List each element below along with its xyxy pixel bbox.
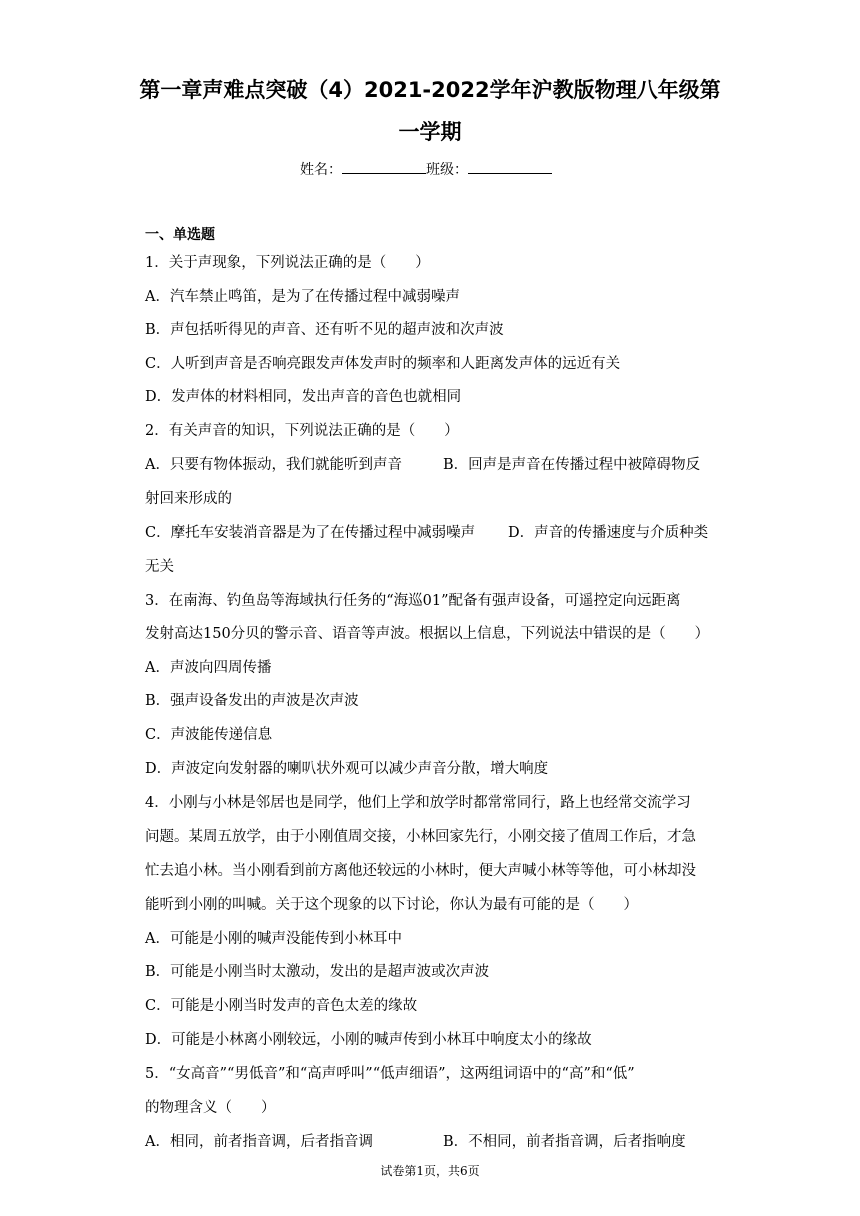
- q4-stem-2: 问题。某周五放学，由于小刚值周交接，小林回家先行，小刚交接了值周工作后，才急: [145, 829, 696, 845]
- q4-stem-1: 4．小刚与小林是邻居也是同学，他们上学和放学时都常常同行，路上也经常交流学习: [145, 795, 691, 811]
- q5-option-b: B．不相同，前者指音调，后者指响度: [443, 1134, 686, 1150]
- q2-option-b-end: 射回来形成的: [145, 491, 232, 507]
- name-class-bar: [300, 160, 600, 178]
- q5-option-a: A．相同，前者指音调，后者指音调: [145, 1134, 373, 1150]
- q2-option-a-row: [145, 456, 725, 474]
- q1-stem: 1．关于声现象，下列说法正确的是（ ）: [145, 255, 430, 271]
- q5-stem-1: 5．“女高音”“男低音”和“高声呼叫”“低声细语”，这两组词语中的“高”和“低”: [145, 1066, 635, 1082]
- q4-stem-4: 能听到小刚的叫喊。关于这个现象的以下讨论，你认为最有可能的是（ ）: [145, 897, 638, 913]
- title-line-2: 一学期: [398, 120, 462, 144]
- page-footer: 试卷第1页，共6页: [380, 1164, 480, 1178]
- q4-option-b: B．可能是小刚当时太激动，发出的是超声波或次声波: [145, 964, 490, 980]
- q3-option-a: A．声波向四周传播: [145, 660, 272, 676]
- q2-option-d-end: 无关: [145, 559, 174, 575]
- title-line-1: 第一章声难点突破（4）2021-2022学年沪教版物理八年级第: [139, 78, 721, 102]
- q3-option-b: B．强声设备发出的声波是次声波: [145, 693, 359, 709]
- q1-option-d: D．发声体的材料相同，发出声音的音色也就相同: [145, 389, 462, 405]
- q2-option-d-start: D．声音的传播速度与介质种类: [508, 525, 709, 541]
- q1-option-a: A．汽车禁止鸣笛，是为了在传播过程中减弱噪声: [145, 289, 460, 305]
- q1-option-b: B．声包括听得见的声音、还有听不见的超声波和次声波: [145, 322, 504, 338]
- q3-option-c: C．声波能传递信息: [145, 727, 273, 743]
- q2-option-c: C．摩托车安装消音器是为了在传播过程中减弱噪声: [145, 525, 476, 541]
- q3-stem-2: 发射高达150分贝的警示音、语音等声波。根据以上信息，下列说法中错误的是（ ）: [145, 626, 710, 642]
- q1-option-c: C．人听到声音是否响亮跟发声体发声时的频率和人距离发声体的远近有关: [145, 356, 621, 372]
- section-heading: 一、单选题: [145, 227, 215, 243]
- q4-option-a: A．可能是小刚的喊声没能传到小林耳中: [145, 931, 402, 947]
- name-label: 姓名：: [300, 162, 342, 178]
- q2-option-b-start: B．回声是声音在传播过程中被障碍物反: [443, 457, 701, 473]
- q2-option-c-row: [145, 524, 725, 542]
- q2-option-a: A．只要有物体振动，我们就能听到声音: [145, 457, 402, 473]
- class-label: 班级：: [426, 162, 468, 178]
- q5-stem-2: 的物理含义（ ）: [145, 1100, 276, 1116]
- q5-option-row: [145, 1133, 725, 1151]
- q4-option-d: D．可能是小林离小刚较远，小刚的喊声传到小林耳中响度太小的缘故: [145, 1032, 592, 1048]
- q3-option-d: D．声波定向发射器的喇叭状外观可以减少声音分散，增大响度: [145, 761, 549, 777]
- class-blank: [468, 160, 552, 174]
- q4-option-c: C．可能是小刚当时发声的音色太差的缘故: [145, 998, 418, 1014]
- q3-stem-1: 3．在南海、钓鱼岛等海域执行任务的“海巡01”配备有强声设备，可遥控定向远距离: [145, 593, 681, 609]
- q4-stem-3: 忙去追小林。当小刚看到前方离他还较远的小林时，便大声喊小林等等他，可小林却没: [145, 863, 696, 879]
- q2-stem: 2．有关声音的知识，下列说法正确的是（ ）: [145, 423, 459, 439]
- name-blank: [342, 160, 426, 174]
